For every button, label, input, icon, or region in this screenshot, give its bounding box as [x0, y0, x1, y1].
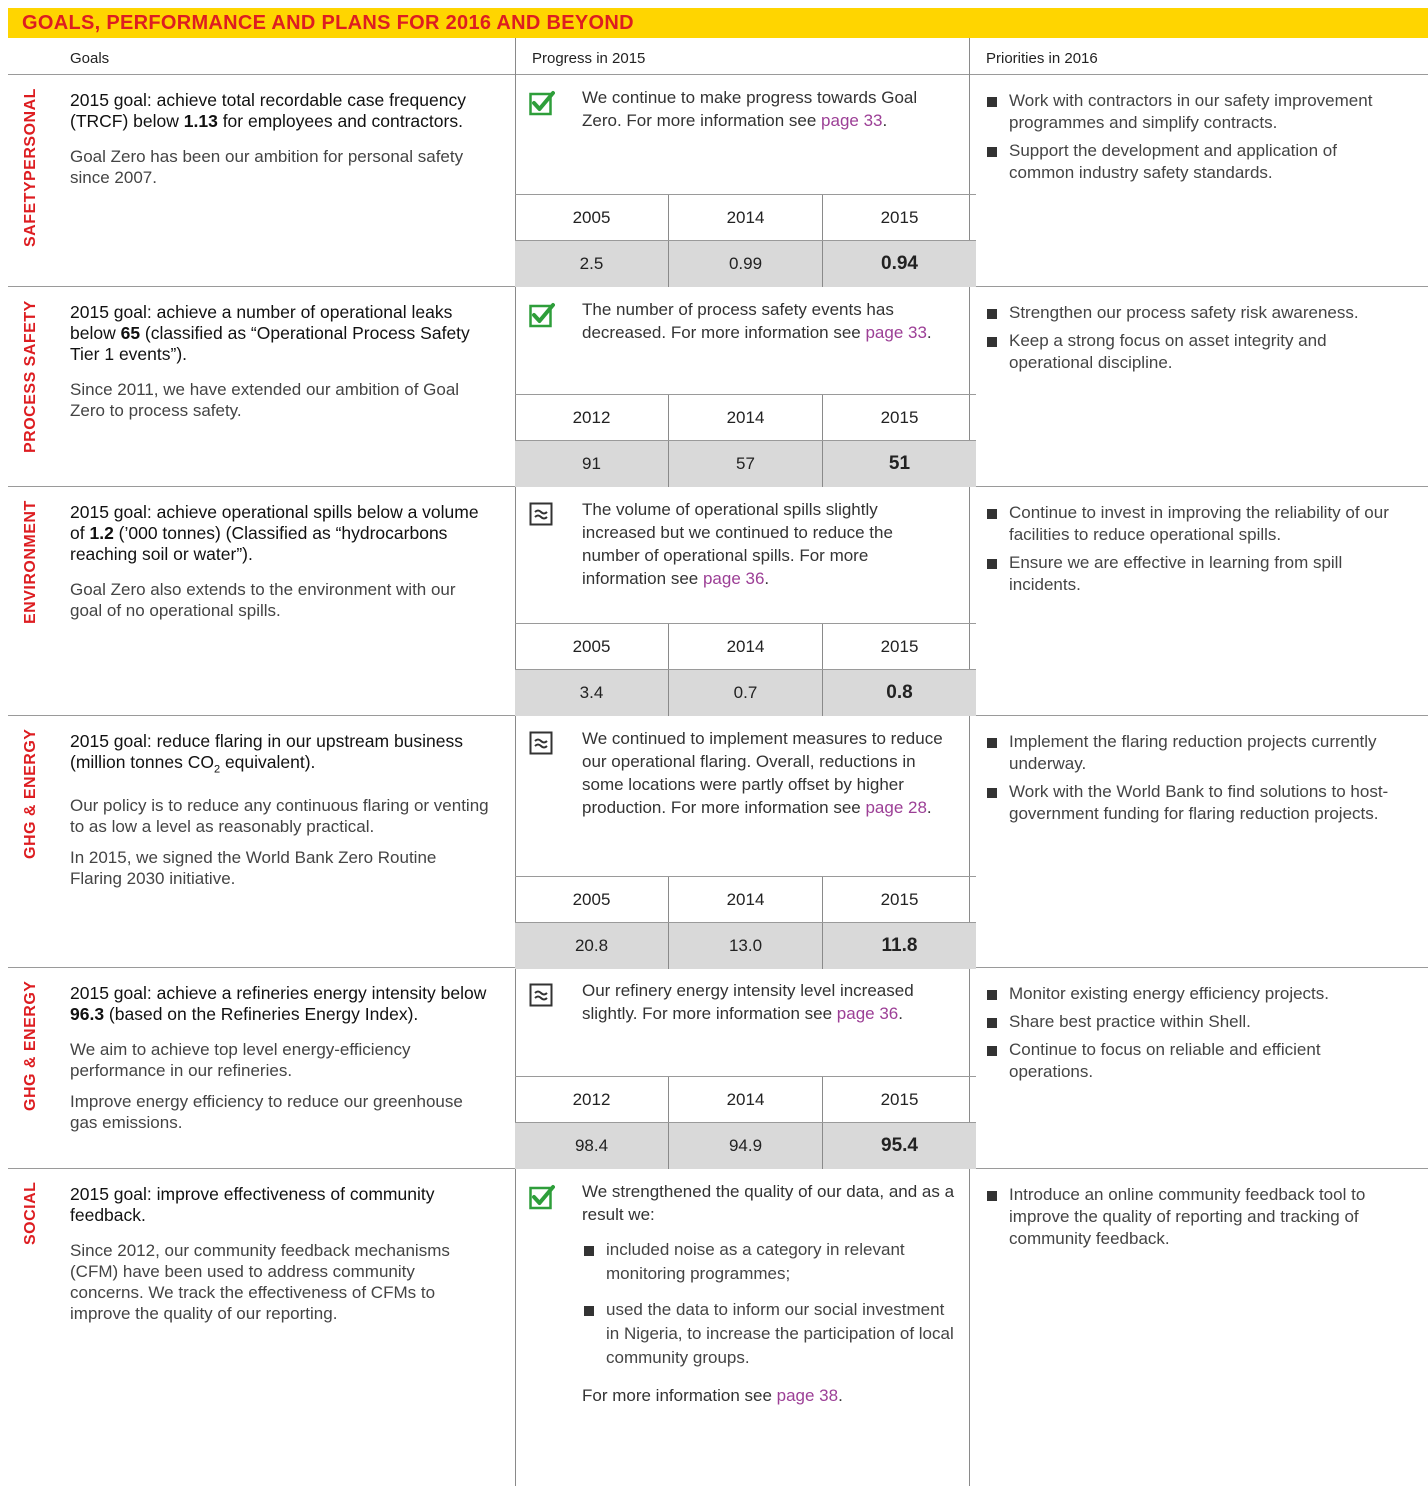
year-row — [515, 876, 976, 923]
category-label-text — [23, 981, 39, 1158]
value-cell: 0.99 — [668, 241, 822, 287]
value-cell: 91 — [582, 454, 601, 473]
priorities-cell — [985, 1184, 1405, 1256]
goal-statement — [70, 983, 490, 1025]
category-label — [8, 729, 54, 957]
goal-statement — [70, 731, 490, 781]
header-goals: Goals — [70, 50, 110, 67]
goal-target-value: 96.3 — [70, 1004, 105, 1024]
value-row — [515, 1122, 976, 1169]
progress-bullet: included noise as a category in relevant monitoring programmes; — [582, 1238, 957, 1286]
year-cell: 2005 — [572, 890, 611, 909]
goal-statement — [70, 302, 490, 365]
year-values-table — [515, 876, 976, 968]
progress-summary: We continued to implement measures to reduce our operational flaring. Overall, reductions in some locations were partly offset by higher production. For more information see — [582, 729, 943, 817]
progress-summary: The volume of operational spills slightly increased but we continued to reduce the number of operational spills. For more information see — [582, 500, 893, 588]
category-label-line: GHG & ENERGY — [22, 981, 39, 1112]
page-link[interactable]: page 28 — [865, 798, 927, 817]
priority-item: Work with the World Bank to find solutions to host-government funding for flaring reduction projects. — [985, 781, 1405, 825]
year-cell: 2012 — [572, 1090, 611, 1109]
progress-cell — [515, 715, 976, 967]
column-header-row — [8, 38, 1428, 75]
year-cell: 2015 — [822, 877, 976, 923]
goal-section — [8, 1168, 1428, 1489]
priority-item: Keep a strong focus on asset integrity and operational discipline. — [985, 330, 1405, 374]
progress-tail: . — [926, 323, 932, 342]
year-cell: 2015 — [822, 395, 976, 441]
value-cell: 98.4 — [574, 1136, 609, 1155]
value-cell: 20.8 — [574, 936, 609, 955]
page-link[interactable]: page 38 — [776, 1386, 839, 1405]
progress-text — [582, 86, 952, 132]
progress-summary: We continue to make progress towards Goal Zero. For more information see — [582, 88, 918, 130]
year-cell: 2015 — [822, 195, 976, 241]
goal-statement — [70, 502, 490, 565]
goal-text: (’000 tonnes) (Classified as “hydrocarbons reaching soil or water”). — [70, 523, 448, 564]
goal-subscript: 2 — [213, 763, 221, 776]
goal-text: 2015 goal: improve effectiveness of community feedback. — [70, 1184, 435, 1225]
priority-item: Implement the flaring reduction projects currently underway. — [985, 731, 1405, 775]
goals-cell — [70, 731, 490, 899]
goal-text: 2015 goal: achieve a refineries energy intensity below — [70, 983, 487, 1003]
progress-summary: The number of process safety events has decreased. For more information see — [582, 300, 894, 342]
year-values-table — [515, 394, 976, 486]
category-label — [8, 981, 54, 1158]
priority-item: Share best practice within Shell. — [985, 1011, 1405, 1033]
page-link[interactable]: page 36 — [836, 1004, 899, 1023]
value-cell: 0.8 — [822, 670, 976, 716]
header-progress: Progress in 2015 — [532, 50, 646, 67]
progress-text — [582, 1180, 957, 1407]
value-cell: 94.9 — [668, 1123, 822, 1169]
goal-text: 2015 goal: reduce flaring in our upstream business (million tonnes CO — [70, 731, 464, 772]
priority-item: Strengthen our process safety risk awareness. — [985, 302, 1405, 324]
category-label-text — [23, 729, 39, 957]
progress-tail: . — [764, 569, 770, 588]
category-label-text — [23, 500, 39, 705]
goal-text: for employees and contractors. — [217, 111, 463, 131]
goal-text: (based on the Refineries Energy Index). — [104, 1004, 419, 1024]
progress-more — [582, 1384, 957, 1407]
value-cell: 57 — [668, 441, 822, 487]
category-label-line: GHG & ENERGY — [22, 729, 39, 860]
title-bar — [8, 8, 1428, 38]
category-label-line: PROCESS SAFETY — [22, 300, 39, 453]
year-row — [515, 623, 976, 670]
goal-description: Since 2012, our community feedback mechanisms (CFM) have been used to address community concerns. We track the effectiveness of CFMs to improve the quality of our reporting. — [70, 1241, 450, 1323]
category-label — [8, 1182, 54, 1479]
page-link[interactable]: page 33 — [865, 323, 927, 342]
category-label-line: PERSONAL — [22, 88, 39, 181]
approximately-icon — [529, 731, 554, 756]
goal-text: 2015 goal: achieve operational spills below a volume of — [70, 502, 479, 543]
priority-item: Introduce an online community feedback tool to improve the quality of reporting and tracking of community feedback. — [985, 1184, 1405, 1250]
progress-cell — [515, 486, 976, 715]
goal-section — [8, 286, 1428, 487]
progress-cell — [515, 967, 976, 1168]
value-cell: 51 — [822, 441, 976, 487]
goal-statement — [70, 90, 490, 132]
category-label-text — [23, 88, 39, 276]
goal-statement — [70, 1184, 490, 1226]
goals-cell — [70, 502, 490, 631]
year-row — [515, 394, 976, 441]
goals-cell — [70, 983, 490, 1143]
progress-text — [582, 727, 952, 819]
checkmark-icon — [529, 302, 554, 327]
progress-tail: . — [926, 798, 932, 817]
priority-item: Continue to focus on reliable and efficient operations. — [985, 1039, 1405, 1083]
progress-cell — [515, 1168, 976, 1489]
goal-description: Our policy is to reduce any continuous flaring or venting to as low a level as reasonably practical. — [70, 795, 489, 836]
priorities-cell — [985, 302, 1405, 380]
category-label-line: ENVIRONMENT — [22, 500, 39, 624]
value-cell: 3.4 — [579, 683, 604, 702]
year-values-table — [515, 1076, 976, 1168]
progress-tail: . — [838, 1386, 843, 1405]
year-cell: 2012 — [572, 408, 611, 427]
progress-more-text: For more information see — [582, 1386, 777, 1405]
goal-target-value: 1.2 — [89, 523, 114, 543]
header-priorities: Priorities in 2016 — [986, 50, 1098, 67]
progress-text — [582, 979, 952, 1025]
page-link[interactable]: page 33 — [821, 111, 883, 130]
goal-section — [8, 486, 1428, 716]
progress-bullet: used the data to inform our social investment in Nigeria, to increase the participation of local community groups. — [582, 1298, 957, 1370]
year-cell: 2014 — [668, 195, 822, 241]
progress-cell — [515, 74, 976, 286]
progress-summary: We strengthened the quality of our data, and as a result we: — [582, 1182, 955, 1224]
year-cell: 2005 — [572, 208, 611, 227]
value-cell: 0.94 — [822, 241, 976, 287]
category-label-text — [23, 1182, 39, 1479]
year-cell: 2005 — [572, 637, 611, 656]
approximately-icon — [529, 502, 554, 527]
value-cell: 13.0 — [668, 923, 822, 969]
priority-item: Continue to invest in improving the reliability of our facilities to reduce operational spills. — [985, 502, 1405, 546]
goal-section — [8, 715, 1428, 968]
year-cell: 2014 — [668, 1077, 822, 1123]
progress-text — [582, 498, 952, 590]
goal-text: 2015 goal: achieve a number of operational leaks below — [70, 302, 453, 343]
goal-section — [8, 74, 1428, 287]
goal-section — [8, 967, 1428, 1169]
year-row — [515, 1076, 976, 1123]
progress-tail: . — [898, 1004, 903, 1023]
page-link[interactable]: page 36 — [702, 569, 765, 588]
year-values-table — [515, 623, 976, 715]
year-cell: 2014 — [668, 877, 822, 923]
category-label-text — [23, 300, 39, 476]
category-label — [8, 500, 54, 705]
checkmark-icon — [529, 90, 554, 115]
year-cell: 2015 — [822, 624, 976, 670]
value-cell: 0.7 — [668, 670, 822, 716]
value-row — [515, 440, 976, 487]
value-cell: 11.8 — [822, 923, 976, 969]
goal-description: Goal Zero also extends to the environment with our goal of no operational spills. — [70, 580, 456, 620]
priority-item: Support the development and application of common industry safety standards. — [985, 140, 1405, 184]
progress-cell — [515, 286, 976, 486]
year-row — [515, 194, 976, 241]
priority-item: Monitor existing energy efficiency projects. — [985, 983, 1405, 1005]
goals-cell — [70, 1184, 490, 1334]
goal-description: Goal Zero has been our ambition for personal safety since 2007. — [70, 147, 464, 187]
progress-tail: . — [882, 111, 888, 130]
goal-target-value: 1.13 — [183, 111, 218, 131]
category-label — [8, 88, 54, 276]
category-label-line: SAFETY — [22, 180, 39, 248]
goals-cell — [70, 90, 490, 198]
goal-description: We aim to achieve top level energy-efficiency performance in our refineries. — [70, 1040, 411, 1080]
priority-item: Ensure we are effective in learning from spill incidents. — [985, 552, 1405, 596]
value-cell: 2.5 — [579, 254, 604, 273]
year-values-table — [515, 194, 976, 286]
goal-text: 2015 goal: achieve total recordable case frequency (TRCF) below — [70, 90, 466, 131]
page-title: GOALS, PERFORMANCE AND PLANS FOR 2016 AND BEYOND — [22, 11, 634, 34]
value-row — [515, 240, 976, 287]
priorities-cell — [985, 731, 1405, 831]
year-cell: 2015 — [822, 1077, 976, 1123]
value-cell: 95.4 — [822, 1123, 976, 1169]
category-label — [8, 300, 54, 476]
priorities-cell — [985, 90, 1405, 190]
goals-cell — [70, 302, 490, 431]
progress-summary: Our refinery energy intensity level increased slightly. For more information see — [582, 981, 914, 1023]
checkmark-icon — [529, 1184, 554, 1209]
goal-description: Improve energy efficiency to reduce our greenhouse gas emissions. — [70, 1092, 463, 1132]
value-row — [515, 922, 976, 969]
goal-text: equivalent). — [220, 752, 316, 772]
progress-text — [582, 298, 952, 344]
goal-target-value: 65 — [120, 323, 141, 343]
goal-description: In 2015, we signed the World Bank Zero Routine Flaring 2030 initiative. — [70, 847, 437, 888]
priorities-cell — [985, 983, 1405, 1089]
category-label-line: SOCIAL — [22, 1182, 39, 1246]
priority-item: Work with contractors in our safety improvement programmes and simplify contracts. — [985, 90, 1405, 134]
year-cell: 2014 — [668, 624, 822, 670]
year-cell: 2014 — [668, 395, 822, 441]
goal-description: Since 2011, we have extended our ambition of Goal Zero to process safety. — [70, 380, 460, 420]
approximately-icon — [529, 983, 554, 1008]
value-row — [515, 669, 976, 716]
goal-text: (classified as “Operational Process Safety Tier 1 events”). — [70, 323, 470, 364]
priorities-cell — [985, 502, 1405, 602]
